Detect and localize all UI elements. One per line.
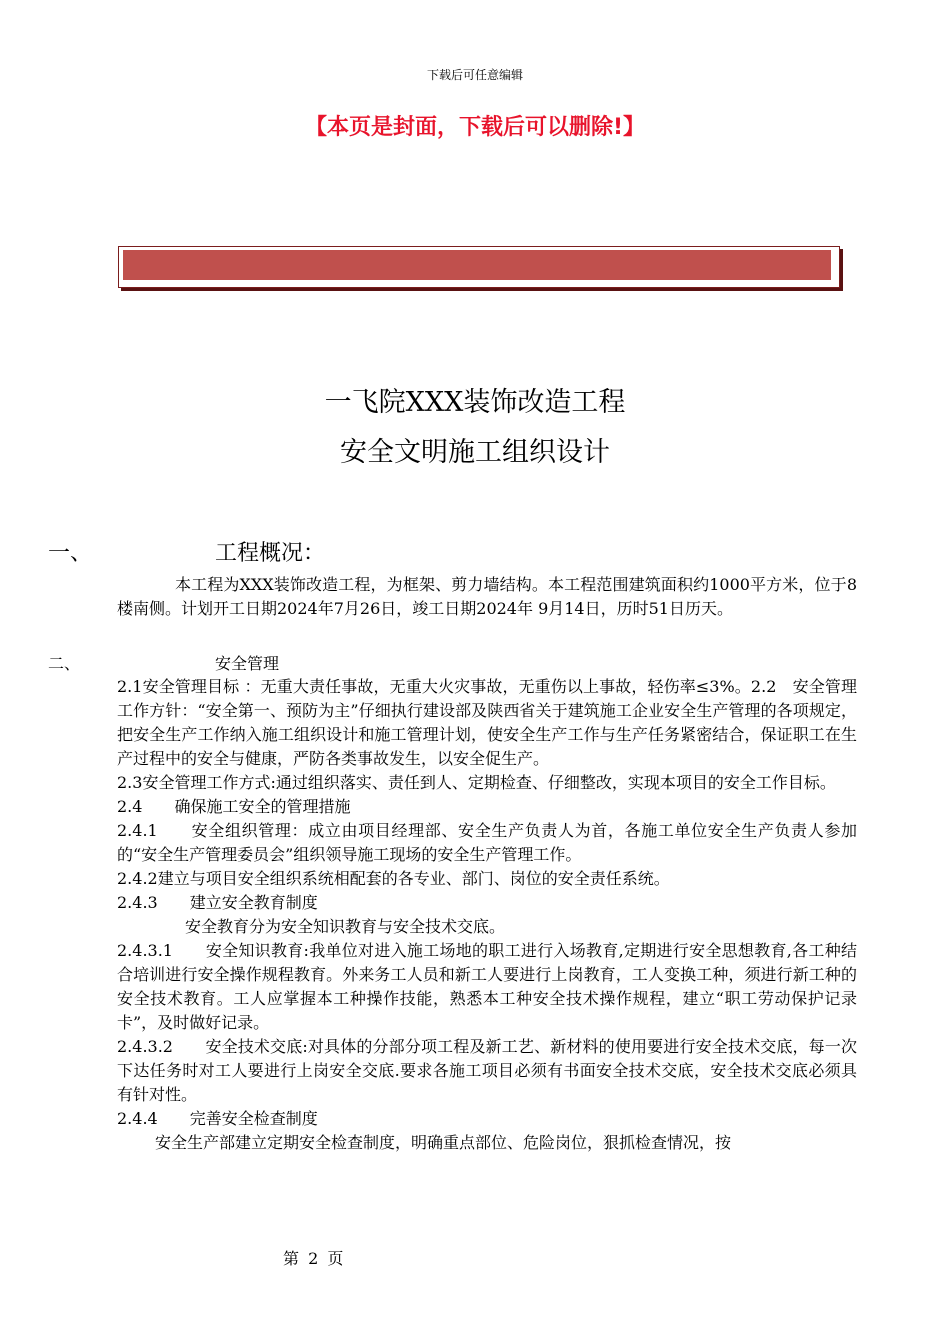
paragraph-education-intro: 安全教育分为安全知识教育与安全技术交底。: [185, 917, 506, 936]
heading-2-4-4: 2.4.4 完善安全检查制度: [117, 1109, 318, 1128]
section2-body: [117, 675, 857, 1155]
paragraph-2-3: 2.3安全管理工作方式:通过组织落实、责任到人、定期检查、仔细整改，实现本项目的安全工作目标。: [117, 773, 836, 792]
document-title-line2: 安全文明施工组织设计: [340, 437, 610, 468]
section2-title: 安全管理: [215, 654, 280, 673]
paragraph-2-1: 2.1安全管理目标 ：无重大责任事故，无重大火灾事故，无重伤以上事故，轻伤率≤3%。2.2 安全管理工作方针：“安全第一、预防为主”仔细执行建设部及陕西省关于建筑施工企业安全生产管理的各项规定，把安全生产工作纳入施工组织设计和施工管理计划，使安全生产工作与生产任务紧密结合，保证职工在生产过程中的安全与健康，严防各类事故发生，以安全促生产。: [117, 677, 857, 768]
cover-note: 【本页是封面，下载后可以删除!】: [304, 115, 646, 140]
paragraph-2-4-2: 2.4.2建立与项目安全组织系统相配套的各专业、部门、岗位的安全责任系统。: [117, 869, 670, 888]
heading-2-4-3: 2.4.3 建立安全教育制度: [117, 893, 318, 912]
decorative-band: [123, 250, 831, 280]
paragraph-2-4-1: 2.4.1 安全组织管理：成立由项目经理部、安全生产负责人为首，各施工单位安全生产负责人参加的“安全生产管理委员会”组织领导施工现场的安全生产管理工作。: [117, 821, 857, 864]
paragraph-2-4-3-2: 2.4.3.2 安全技术交底:对具体的分部分项工程及新工艺、新材料的使用要进行安全技术交底，每一次下达任务时对工人要进行上岗安全交底.要求各施工项目必须有书面安全技术交底，安全技术交底必须具有针对性。: [117, 1037, 857, 1104]
section2-number: 二、: [48, 654, 81, 673]
section1-number: 一、: [48, 541, 93, 566]
document-title-line1: 一飞院XXX装饰改造工程: [324, 387, 626, 418]
page-number: 第 2 页: [283, 1249, 346, 1268]
section1-paragraph: 本工程为XXX装饰改造工程，为框架、剪力墙结构。本工程范围建筑面积约1000平方米，位于8楼南侧。计划开工日期2024年7月26日，竣工日期2024年 9月14日，历时51日历天。: [117, 575, 857, 618]
heading-2-4: 2.4 确保施工安全的管理措施: [117, 797, 351, 816]
header-note: 下载后可任意编辑: [426, 68, 523, 82]
paragraph-2-4-3-1: 2.4.3.1 安全知识教育:我单位对进入施工场地的职工进行入场教育,定期进行安全思想教育,各工种结合培训进行安全操作规程教育。外来务工人员和新工人要进行上岗教育，工人变换工种，须进行新工种的安全技术教育。工人应掌握本工种操作技能，熟悉本工种安全技术操作规程，建立“职工劳动保护记录卡”，及时做好记录。: [117, 941, 857, 1032]
paragraph-inspection: 安全生产部建立定期安全检查制度，明确重点部位、危险岗位，狠抓检查情况，按: [155, 1133, 732, 1152]
section1-title: 工程概况：: [215, 541, 326, 566]
